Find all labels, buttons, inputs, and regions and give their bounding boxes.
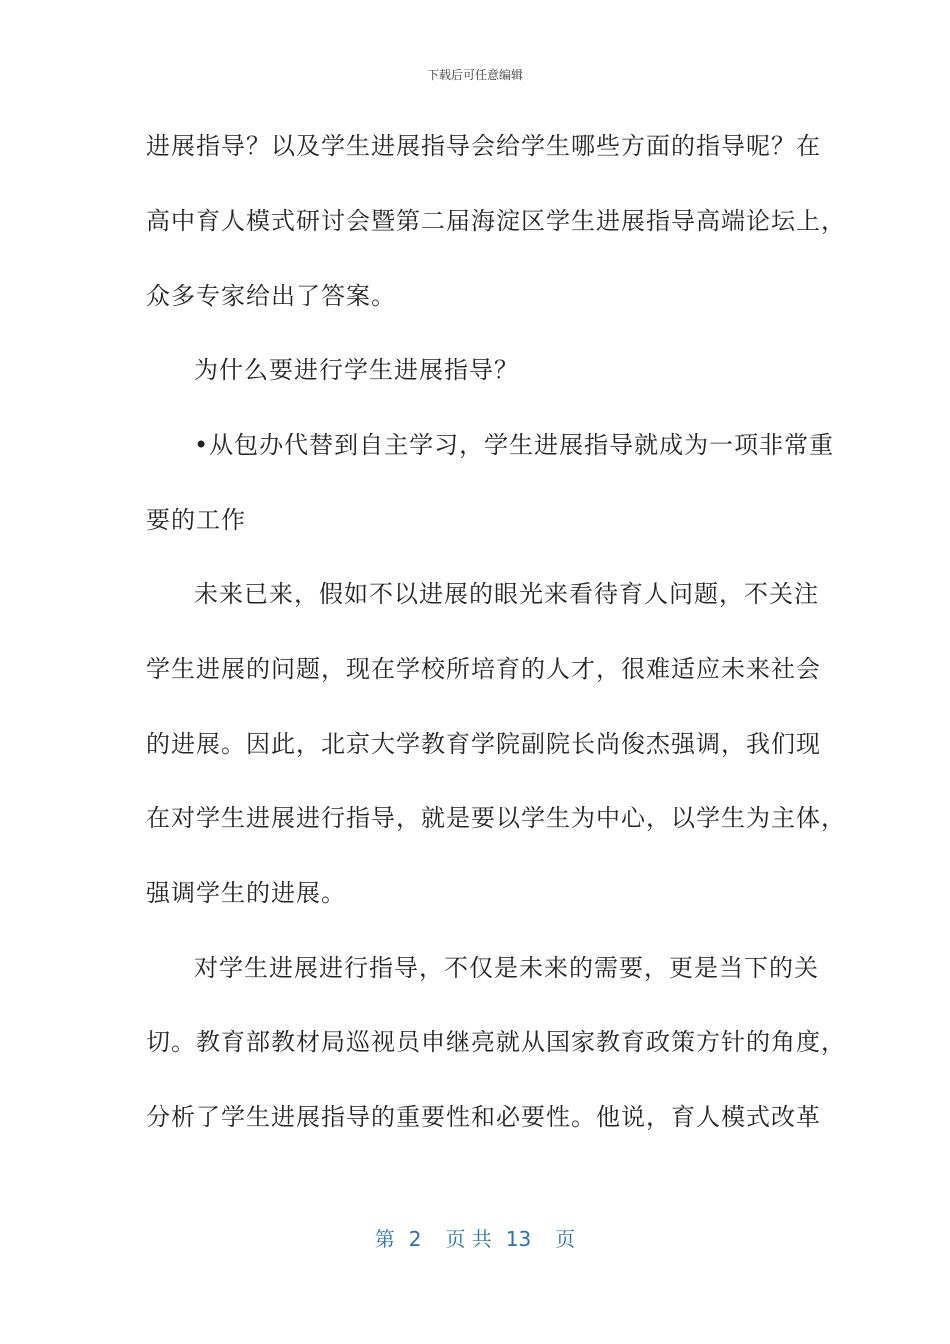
current-page-number: 2 [408, 1227, 422, 1251]
page-footer [0, 1225, 950, 1253]
text-line: 分析了学生进展指导的重要性和必要性。他说，育人模式改革 [146, 1103, 821, 1131]
page-header: 下载后可任意编辑 [426, 68, 523, 82]
text-line: 众多专家给出了答案。 [146, 282, 396, 310]
total-pages-number: 13 [505, 1227, 532, 1251]
text-line: 的进展。因此，北京大学教育学院副院长尚俊杰强调，我们现 [146, 730, 821, 758]
text-line: 切。教育部教材局巡视员申继亮就从国家教育政策方针的角度， [146, 1028, 846, 1056]
text-line: 在对学生进展进行指导，就是要以学生为中心，以学生为主体， [146, 804, 846, 832]
footer-suffix: 页 [555, 1227, 576, 1251]
bullet-line: •从包办代替到自主学习，学生进展指导就成为一项非常重 [194, 431, 835, 459]
text-line: 高中育人模式研讨会暨第二届海淀区学生进展指导高端论坛上， [146, 207, 846, 235]
text-line: 学生进展的问题，现在学校所培育的人才，很难适应未来社会 [146, 655, 821, 683]
section-heading: 为什么要进行学生进展指导？ [194, 356, 519, 384]
text-line: 要的工作 [146, 506, 246, 534]
footer-prefix: 第 [374, 1227, 395, 1251]
text-line: 强调学生的进展。 [146, 879, 346, 907]
footer-middle: 页 共 [445, 1227, 492, 1251]
text-line: 对学生进展进行指导，不仅是未来的需要，更是当下的关 [194, 954, 819, 982]
text-line: 未来已来，假如不以进展的眼光来看待育人问题，不关注 [194, 580, 819, 608]
text-line: 进展指导？以及学生进展指导会给学生哪些方面的指导呢？在 [146, 132, 821, 160]
